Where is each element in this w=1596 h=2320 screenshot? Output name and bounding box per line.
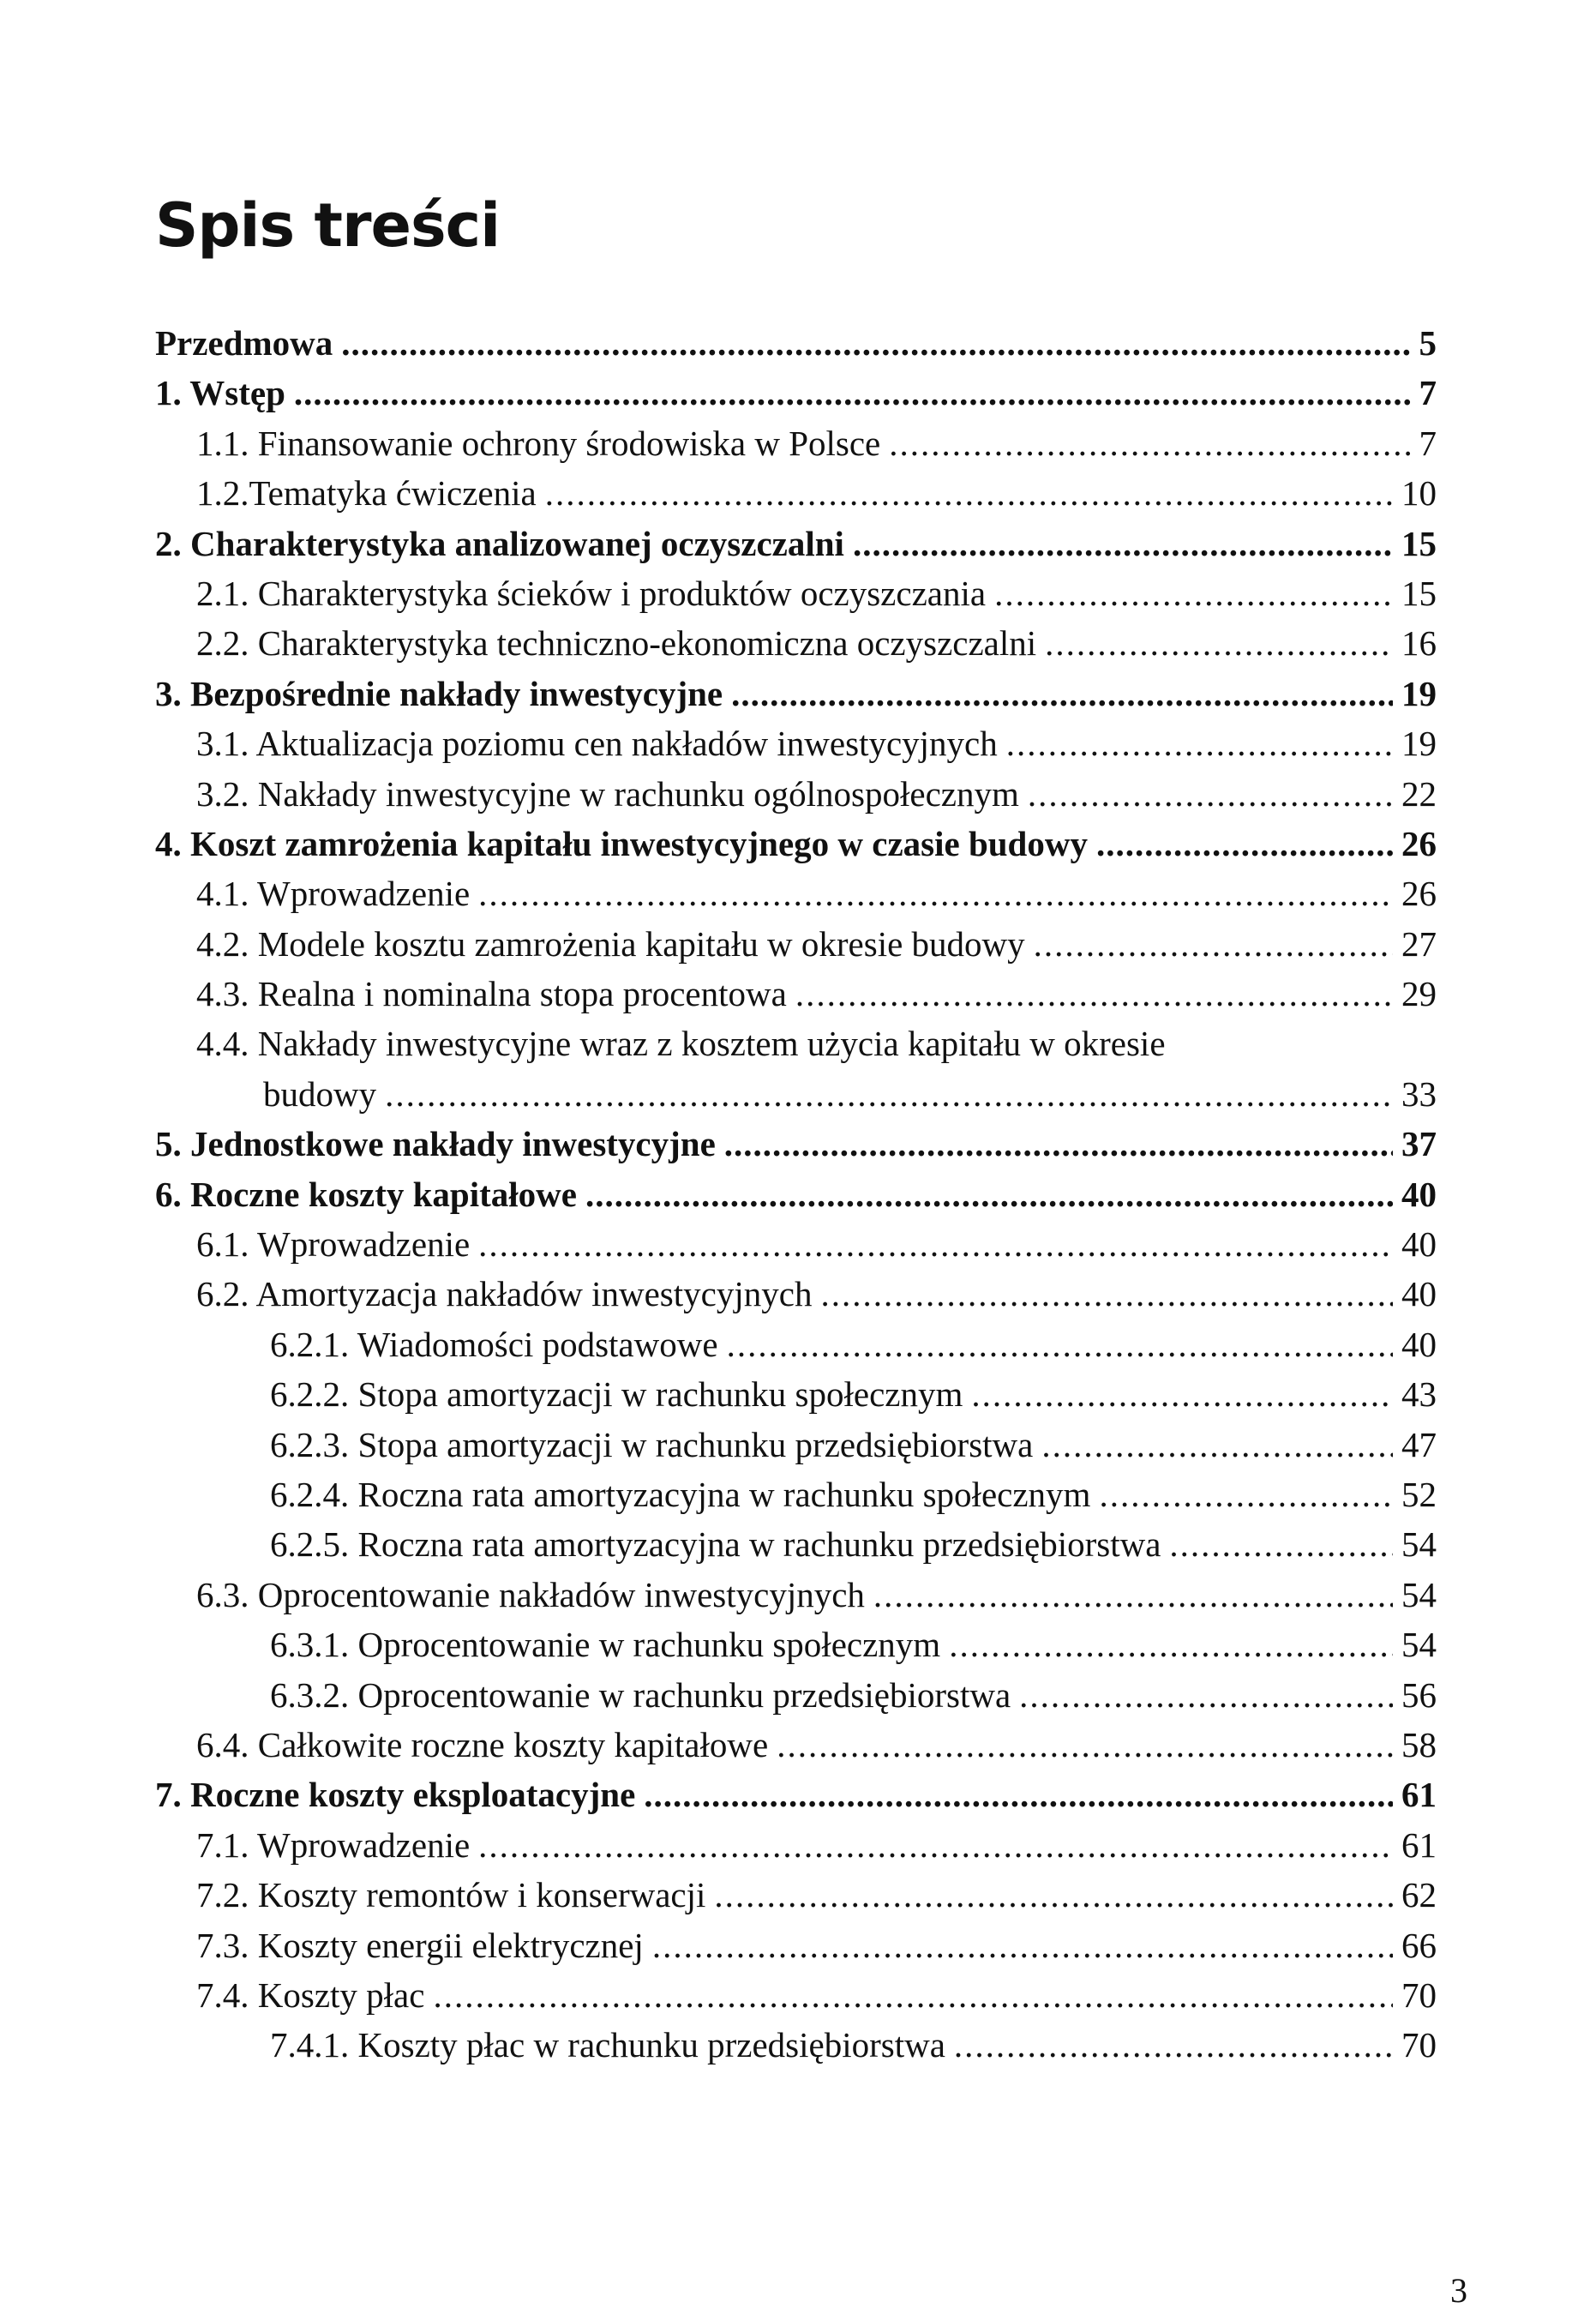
toc-entry-page: 15 <box>1401 573 1437 613</box>
toc-entry-title: 6.2.4. Roczna rata amortyzacyjna w rachunku społecznym <box>270 1474 1091 1514</box>
toc-entry <box>155 1119 1437 1169</box>
toc-entry-title: 4.1. Wprowadzenie <box>196 874 471 914</box>
toc-entry-title: 1. Wstęp <box>155 373 285 413</box>
toc-entry-title: 2. Charakterystyka analizowanej oczyszczalni <box>155 523 844 563</box>
toc-entry <box>155 1820 1437 1870</box>
toc-entry-title: 7.1. Wprowadzenie <box>196 1824 471 1865</box>
dot-leader <box>731 669 1393 718</box>
dot-leader <box>853 519 1393 568</box>
toc-entry-title: 7.3. Koszty energii elektrycznej <box>196 1925 644 1965</box>
toc-entry-page: 61 <box>1401 1775 1437 1815</box>
toc-entry-page: 26 <box>1401 874 1437 914</box>
toc-entry-title: 6.4. Całkowite roczne koszty kapitałowe <box>196 1724 769 1764</box>
toc-entry <box>155 1219 1437 1269</box>
toc-entry-page: 27 <box>1401 923 1437 964</box>
dot-leader <box>889 418 1410 468</box>
toc-entry-page: 66 <box>1401 1925 1437 1965</box>
toc-entry-page: 7 <box>1419 423 1437 463</box>
toc-entry-page: 5 <box>1419 323 1437 363</box>
toc-entry-title: 6.2.2. Stopa amortyzacji w rachunku społecznym <box>270 1374 963 1415</box>
toc-entry-title: 2.1. Charakterystyka ścieków i produktów oczyszczania <box>196 573 987 613</box>
dot-leader <box>478 1820 1393 1870</box>
toc-entry-page: 22 <box>1401 773 1437 814</box>
toc-entry-page: 43 <box>1401 1374 1437 1415</box>
toc-entry-page: 29 <box>1401 974 1437 1014</box>
toc-entry <box>155 1019 1437 1068</box>
toc-entry <box>155 1420 1437 1470</box>
dot-leader <box>1099 1470 1393 1519</box>
toc-entry-title: 6.3.2. Oprocentowanie w rachunku przedsiębiorstwa <box>270 1674 1011 1715</box>
toc-entry-page: 40 <box>1401 1274 1437 1314</box>
toc-entry <box>155 1770 1437 1819</box>
toc-entry <box>155 1269 1437 1319</box>
dot-leader <box>545 468 1393 518</box>
dot-leader <box>341 318 1410 368</box>
toc-entry-title: 7. Roczne koszty eksploatacyjne <box>155 1775 636 1815</box>
toc-entry-page: 61 <box>1401 1824 1437 1865</box>
dot-leader <box>1006 718 1393 768</box>
toc-entry-title: 6.2.5. Roczna rata amortyzacyjna w rachunku przedsiębiorstwa <box>270 1524 1161 1565</box>
toc-entry <box>155 318 1437 368</box>
toc-entry-page: 40 <box>1401 1324 1437 1364</box>
dot-leader <box>954 2020 1393 2070</box>
dot-leader <box>1019 1670 1393 1720</box>
dot-leader <box>1028 769 1393 819</box>
toc-entry-title: 6.3. Oprocentowanie nakładów inwestycyjnych <box>196 1574 865 1614</box>
toc-entry <box>155 1670 1437 1720</box>
toc-entry-page: 37 <box>1401 1124 1437 1164</box>
toc-entry-title: 6.3.1. Oprocentowanie w rachunku społecznym <box>270 1625 941 1665</box>
toc-entry <box>155 1069 1437 1119</box>
toc-entry-page: 15 <box>1401 523 1437 563</box>
toc-entry-page: 70 <box>1401 1974 1437 2015</box>
toc-entry <box>155 669 1437 718</box>
dot-leader <box>1045 618 1393 668</box>
toc-entry-title: 6.1. Wprowadzenie <box>196 1224 471 1265</box>
toc-entry-page: 47 <box>1401 1424 1437 1464</box>
dot-leader <box>724 1119 1393 1169</box>
toc-entry <box>155 1470 1437 1519</box>
toc-entry-title: 2.2. Charakterystyka techniczno-ekonomiczna oczyszczalni <box>196 623 1037 664</box>
toc-entry-title: 1.2.Tematyka ćwiczenia <box>196 473 537 514</box>
toc-entry-title: budowy <box>263 1073 377 1114</box>
dot-leader <box>1096 819 1393 868</box>
toc-entry-title: 4.3. Realna i nominalna stopa procentowa <box>196 974 787 1014</box>
toc-entry-title: 6.2.1. Wiadomości podstawowe <box>270 1324 718 1364</box>
dot-leader <box>777 1720 1393 1770</box>
table-of-contents <box>155 318 1437 2071</box>
page-title: Spis treści <box>155 190 501 261</box>
toc-entry-title: Przedmowa <box>155 323 333 363</box>
toc-entry <box>155 1519 1437 1569</box>
toc-entry-title: 7.2. Koszty remontów i konserwacji <box>196 1875 706 1915</box>
toc-entry <box>155 718 1437 768</box>
toc-entry-page: 33 <box>1401 1073 1437 1114</box>
toc-entry <box>155 919 1437 969</box>
dot-leader <box>820 1269 1393 1319</box>
toc-entry-page: 40 <box>1401 1174 1437 1214</box>
dot-leader <box>433 1970 1393 2020</box>
toc-entry <box>155 1620 1437 1669</box>
dot-leader <box>971 1369 1393 1419</box>
toc-entry <box>155 519 1437 568</box>
toc-entry-title: 1.1. Finansowanie ochrony środowiska w Polsce <box>196 423 881 463</box>
toc-entry-title: 3.1. Aktualizacja poziomu cen nakładów inwestycyjnych <box>196 724 998 764</box>
toc-entry-title: 7.4.1. Koszty płac w rachunku przedsiębiorstwa <box>270 2025 945 2065</box>
toc-entry <box>155 769 1437 819</box>
toc-entry-page: 10 <box>1401 473 1437 514</box>
toc-entry-page: 54 <box>1401 1574 1437 1614</box>
toc-entry <box>155 819 1437 868</box>
toc-entry-page: 52 <box>1401 1474 1437 1514</box>
toc-entry-page: 7 <box>1419 373 1437 413</box>
dot-leader <box>385 1069 1393 1119</box>
toc-entry-title: 4. Koszt zamrożenia kapitału inwestycyjnego w czasie budowy <box>155 823 1088 863</box>
toc-entry <box>155 418 1437 468</box>
dot-leader <box>1169 1519 1393 1569</box>
toc-entry <box>155 568 1437 618</box>
dot-leader <box>714 1870 1393 1920</box>
toc-entry-page: 26 <box>1401 823 1437 863</box>
dot-leader <box>478 1219 1393 1269</box>
page-number: 3 <box>1450 2271 1467 2310</box>
dot-leader <box>994 568 1393 618</box>
toc-entry-page: 19 <box>1401 724 1437 764</box>
toc-entry-title: 6.2. Amortyzacja nakładów inwestycyjnych <box>196 1274 813 1314</box>
toc-entry <box>155 969 1437 1019</box>
toc-entry-page: 62 <box>1401 1875 1437 1915</box>
dot-leader <box>652 1920 1393 1970</box>
toc-entry-page: 56 <box>1401 1674 1437 1715</box>
dot-leader <box>294 368 1411 418</box>
toc-entry-page: 54 <box>1401 1625 1437 1665</box>
dot-leader <box>478 868 1393 918</box>
toc-entry <box>155 1319 1437 1369</box>
toc-entry <box>155 368 1437 418</box>
toc-entry-title: 6.2.3. Stopa amortyzacji w rachunku przedsiębiorstwa <box>270 1424 1034 1464</box>
toc-entry <box>155 1570 1437 1620</box>
dot-leader <box>585 1169 1393 1219</box>
toc-entry <box>155 1369 1437 1419</box>
toc-entry-title: 3. Bezpośrednie nakłady inwestycyjne <box>155 673 723 713</box>
toc-entry <box>155 1970 1437 2020</box>
toc-entry-page: 58 <box>1401 1724 1437 1764</box>
toc-entry-title: 4.2. Modele kosztu zamrożenia kapitału w okresie budowy <box>196 923 1025 964</box>
dot-leader <box>644 1770 1393 1819</box>
toc-entry <box>155 1720 1437 1770</box>
toc-entry <box>155 468 1437 518</box>
toc-entry-page: 19 <box>1401 673 1437 713</box>
toc-entry <box>155 1920 1437 1970</box>
toc-entry-page: 40 <box>1401 1224 1437 1265</box>
dot-leader <box>795 969 1393 1019</box>
toc-entry-page: 16 <box>1401 623 1437 664</box>
dot-leader <box>949 1620 1393 1669</box>
toc-entry <box>155 1870 1437 1920</box>
toc-entry-page: 54 <box>1401 1524 1437 1565</box>
dot-leader <box>1041 1420 1393 1470</box>
dot-leader <box>873 1570 1393 1620</box>
toc-entry-title: 3.2. Nakłady inwestycyjne w rachunku ogólnospołecznym <box>196 773 1019 814</box>
toc-entry <box>155 2020 1437 2070</box>
toc-entry <box>155 1169 1437 1219</box>
toc-entry-title: 4.4. Nakłady inwestycyjne wraz z kosztem użycia kapitału w okresie <box>196 1024 1166 1064</box>
dot-leader <box>727 1319 1393 1369</box>
toc-entry-page: 70 <box>1401 2025 1437 2065</box>
toc-entry-title: 7.4. Koszty płac <box>196 1974 425 2015</box>
toc-entry <box>155 618 1437 668</box>
toc-entry-title: 5. Jednostkowe nakłady inwestycyjne <box>155 1124 716 1164</box>
dot-leader <box>1034 919 1393 969</box>
toc-entry <box>155 868 1437 918</box>
toc-entry-title: 6. Roczne koszty kapitałowe <box>155 1174 577 1214</box>
